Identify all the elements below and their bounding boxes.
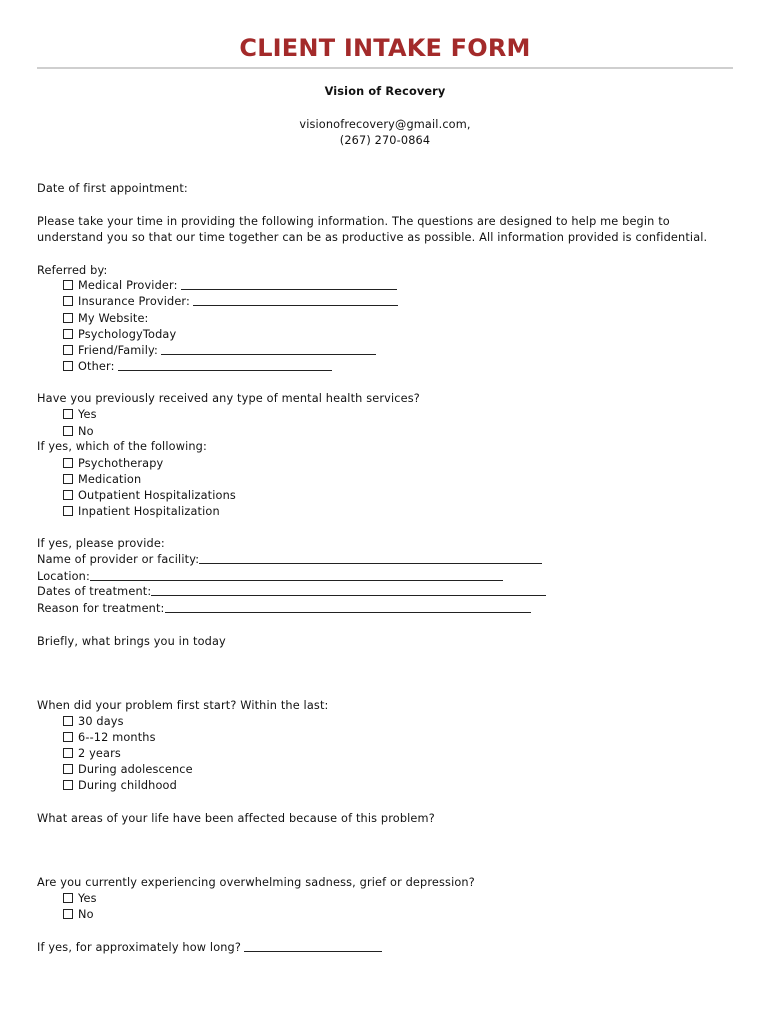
service-type-option [63, 488, 236, 504]
contact-phone: (267) 270-0864 [339, 134, 431, 147]
fill-in-blank[interactable] [244, 940, 382, 952]
problem-start-option [63, 730, 156, 746]
prior-services-question: Have you previously received any type of mental health services? [37, 392, 420, 405]
problem-start-question: When did your problem first start? Within the last: [37, 699, 329, 712]
fill-in-blank[interactable] [193, 294, 398, 306]
fill-in-blank[interactable] [199, 552, 542, 564]
checkbox[interactable] [63, 409, 73, 419]
reason-for-treatment-field [37, 601, 531, 617]
option-label: 2 years [78, 747, 121, 760]
prior-services-followup: If yes, which of the following: [37, 440, 207, 453]
option-label: Friend/Family: [78, 344, 158, 357]
option-label: Other: [78, 360, 115, 373]
option-label: During childhood [78, 779, 177, 792]
service-type-option [63, 504, 220, 520]
checkbox[interactable] [63, 780, 73, 790]
option-label: 30 days [78, 715, 124, 728]
checkbox[interactable] [63, 732, 73, 742]
checkbox[interactable] [63, 909, 73, 919]
referral-option [63, 278, 397, 294]
option-label: Medical Provider: [78, 279, 178, 292]
option-label: Psychotherapy [78, 457, 164, 470]
sadness-duration-field [37, 940, 382, 956]
option-label: Medication [78, 473, 142, 486]
provider-name-field [37, 552, 542, 568]
checkbox[interactable] [63, 345, 73, 355]
organization-name: Vision of Recovery [324, 85, 446, 98]
checkbox[interactable] [63, 490, 73, 500]
fill-in-blank[interactable] [165, 601, 531, 613]
referred-by-label: Referred by: [37, 264, 108, 277]
checkbox[interactable] [63, 506, 73, 516]
sadness-option [63, 907, 94, 923]
checkbox[interactable] [63, 296, 73, 306]
intro-text-line-1: Please take your time in providing the following information. The questions are designed to help me begin to [37, 215, 670, 228]
affected-areas-question: What areas of your life have been affected because of this problem? [37, 812, 435, 825]
field-label: Dates of treatment: [37, 585, 152, 598]
brings-you-question: Briefly, what brings you in today [37, 635, 226, 648]
dates-of-treatment-field [37, 584, 546, 600]
field-label: If yes, for approximately how long? [37, 941, 242, 954]
field-label: Reason for treatment: [37, 602, 165, 615]
referral-option [63, 294, 398, 310]
prior-services-option [63, 424, 94, 440]
option-label: Insurance Provider: [78, 295, 190, 308]
sadness-question: Are you currently experiencing overwhelming sadness, grief or depression? [37, 876, 475, 889]
option-label: Inpatient Hospitalization [78, 505, 220, 518]
checkbox[interactable] [63, 474, 73, 484]
title-divider [37, 67, 733, 69]
checkbox[interactable] [63, 280, 73, 290]
checkbox[interactable] [63, 893, 73, 903]
option-label: Yes [78, 408, 97, 421]
checkbox[interactable] [63, 748, 73, 758]
option-label: No [78, 425, 94, 438]
referral-option [63, 327, 176, 343]
checkbox[interactable] [63, 716, 73, 726]
location-field [37, 569, 503, 585]
problem-start-option [63, 746, 121, 762]
fill-in-blank[interactable] [118, 359, 332, 371]
field-label: Location: [37, 570, 90, 583]
fill-in-blank[interactable] [151, 584, 546, 596]
checkbox[interactable] [63, 764, 73, 774]
fill-in-blank[interactable] [90, 569, 503, 581]
problem-start-option [63, 762, 193, 778]
checkbox[interactable] [63, 426, 73, 436]
sadness-option [63, 891, 97, 907]
first-appointment-label: Date of first appointment: [37, 182, 188, 195]
option-label: 6--12 months [78, 731, 156, 744]
problem-start-option [63, 714, 124, 730]
prior-services-option [63, 407, 97, 423]
fill-in-blank[interactable] [181, 278, 397, 290]
option-label: PsychologyToday [78, 328, 177, 341]
service-type-option [63, 472, 141, 488]
service-type-option [63, 456, 163, 472]
option-label: My Website: [78, 312, 149, 325]
referral-option [63, 359, 332, 375]
option-label: During adolescence [78, 763, 193, 776]
checkbox[interactable] [63, 329, 73, 339]
option-label: Outpatient Hospitalizations [78, 489, 236, 502]
intro-text-line-2: understand you so that our time together can be as productive as possible. All information provided is confidential. [37, 231, 708, 244]
provider-details-label: If yes, please provide: [37, 537, 165, 550]
option-label: Yes [78, 892, 97, 905]
form-title: CLIENT INTAKE FORM [239, 34, 531, 62]
checkbox[interactable] [63, 361, 73, 371]
contact-email: visionofrecovery@gmail.com, [299, 118, 471, 131]
problem-start-option [63, 778, 177, 794]
referral-option [63, 343, 376, 359]
option-label: No [78, 908, 94, 921]
checkbox[interactable] [63, 458, 73, 468]
fill-in-blank[interactable] [161, 343, 376, 355]
referral-option [63, 311, 149, 327]
checkbox[interactable] [63, 313, 73, 323]
field-label: Name of provider or facility: [37, 553, 200, 566]
